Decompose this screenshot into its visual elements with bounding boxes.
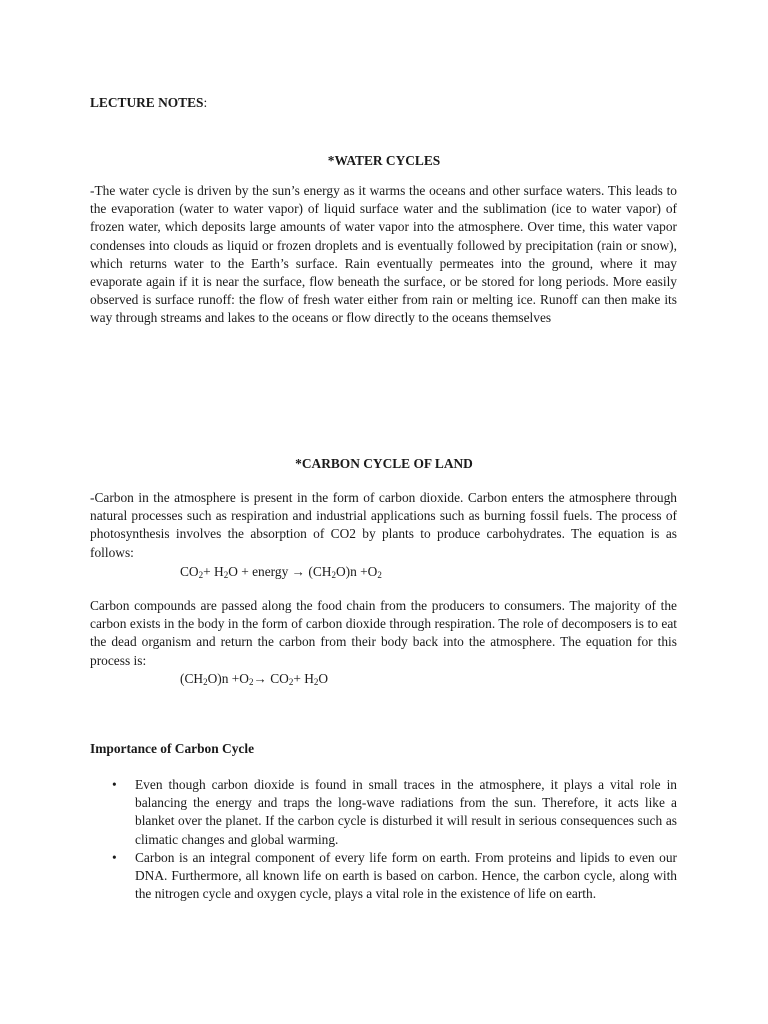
bullet-text: Carbon is an integral component of every life form on earth. From proteins and lipids to even our DNA. Furthermore, all known life on earth is based on carbon. Hence, the carbon cycle, along with the nitrogen cycle and oxygen cycle, plays a vital role in the existence of life on earth. <box>135 849 677 902</box>
importance-bullet-list <box>90 776 677 903</box>
bullet-icon: • <box>112 849 117 865</box>
list-item <box>90 849 677 904</box>
eq1-part: O)n +O <box>335 564 378 579</box>
respiration-equation <box>180 670 328 688</box>
eq2-part: (CH <box>180 671 204 686</box>
importance-heading: Importance of Carbon Cycle <box>90 741 255 756</box>
eq2-part: → CO <box>253 671 289 686</box>
eq1-subscript: 2 <box>223 570 229 580</box>
list-item <box>90 776 677 849</box>
eq2-subscript: 2 <box>288 677 294 687</box>
bullet-text: Even though carbon dioxide is found in small traces in the atmosphere, it plays a vital role in balancing the energy and traps the long-wave radiations from the sun. Therefore, it acts like a blanket over the planet. If the carbon cycle is disturbed it will result in serious consequences such as climatic changes and global warming. <box>135 777 677 847</box>
lecture-title-text: LECTURE NOTES <box>90 95 204 110</box>
eq2-part: + H <box>293 671 314 686</box>
eq1-subscript: 2 <box>331 570 336 580</box>
bullet-icon: • <box>112 777 117 792</box>
water-cycle-paragraph: -The water cycle is driven by the sun’s energy as it warms the oceans and other surface waters. This leads to the evaporation (water to water vapor) of liquid surface water and the sublimation (ice to water vapor) of frozen water, which deposits large amounts of water vapor into the atmosphere. Over time, this water vapor condenses into clouds as liquid or frozen droplets and is eventually followed by precipitation (rain or snow), which returns water to the Earth’s surface. Rain eventually permeates into the ground, where it may evaporate again if it is near the surface, flow beneath the surface, or be stored for long periods. More easily observed is surface runoff: the flow of fresh water either from rain or melting ice. Runoff can then make its way through streams and lakes to the oceans or flow directly to the oceans themselves <box>90 183 677 326</box>
photosynthesis-equation <box>180 563 382 581</box>
eq2-subscript: 2 <box>203 677 208 687</box>
eq2-subscript: 2 <box>248 677 254 687</box>
carbon-cycle-paragraph-2: Carbon compounds are passed along the food chain from the producers to consumers. The majority of the carbon exists in the body in the form of carbon dioxide through respiration. The role of decomposers is to eat the dead organism and return the carbon from their body back into the atmosphere. The equation for this process is: <box>90 598 677 668</box>
lecture-title <box>90 94 677 112</box>
eq1-part: O + energy → (CH <box>228 564 332 579</box>
eq2-part: O <box>318 671 329 686</box>
carbon-cycle-heading: *CARBON CYCLE OF LAND <box>295 456 473 471</box>
eq1-part: + H <box>203 564 224 579</box>
eq1-part: CO <box>180 564 199 579</box>
eq1-subscript: 2 <box>377 570 382 580</box>
water-cycle-heading: *WATER CYCLES <box>327 153 441 168</box>
eq2-part: O)n +O <box>207 671 249 686</box>
eq2-subscript: 2 <box>313 677 319 687</box>
carbon-cycle-paragraph-1: -Carbon in the atmosphere is present in the form of carbon dioxide. Carbon enters the atmosphere through natural processes such as respiration and industrial applications such as burning fossil fuels. The process of photosynthesis involves the absorption of CO2 by plants to produce carbohydrates. The equation is as follows: <box>90 490 677 560</box>
eq1-subscript: 2 <box>198 570 204 580</box>
lecture-title-colon: : <box>203 95 208 110</box>
